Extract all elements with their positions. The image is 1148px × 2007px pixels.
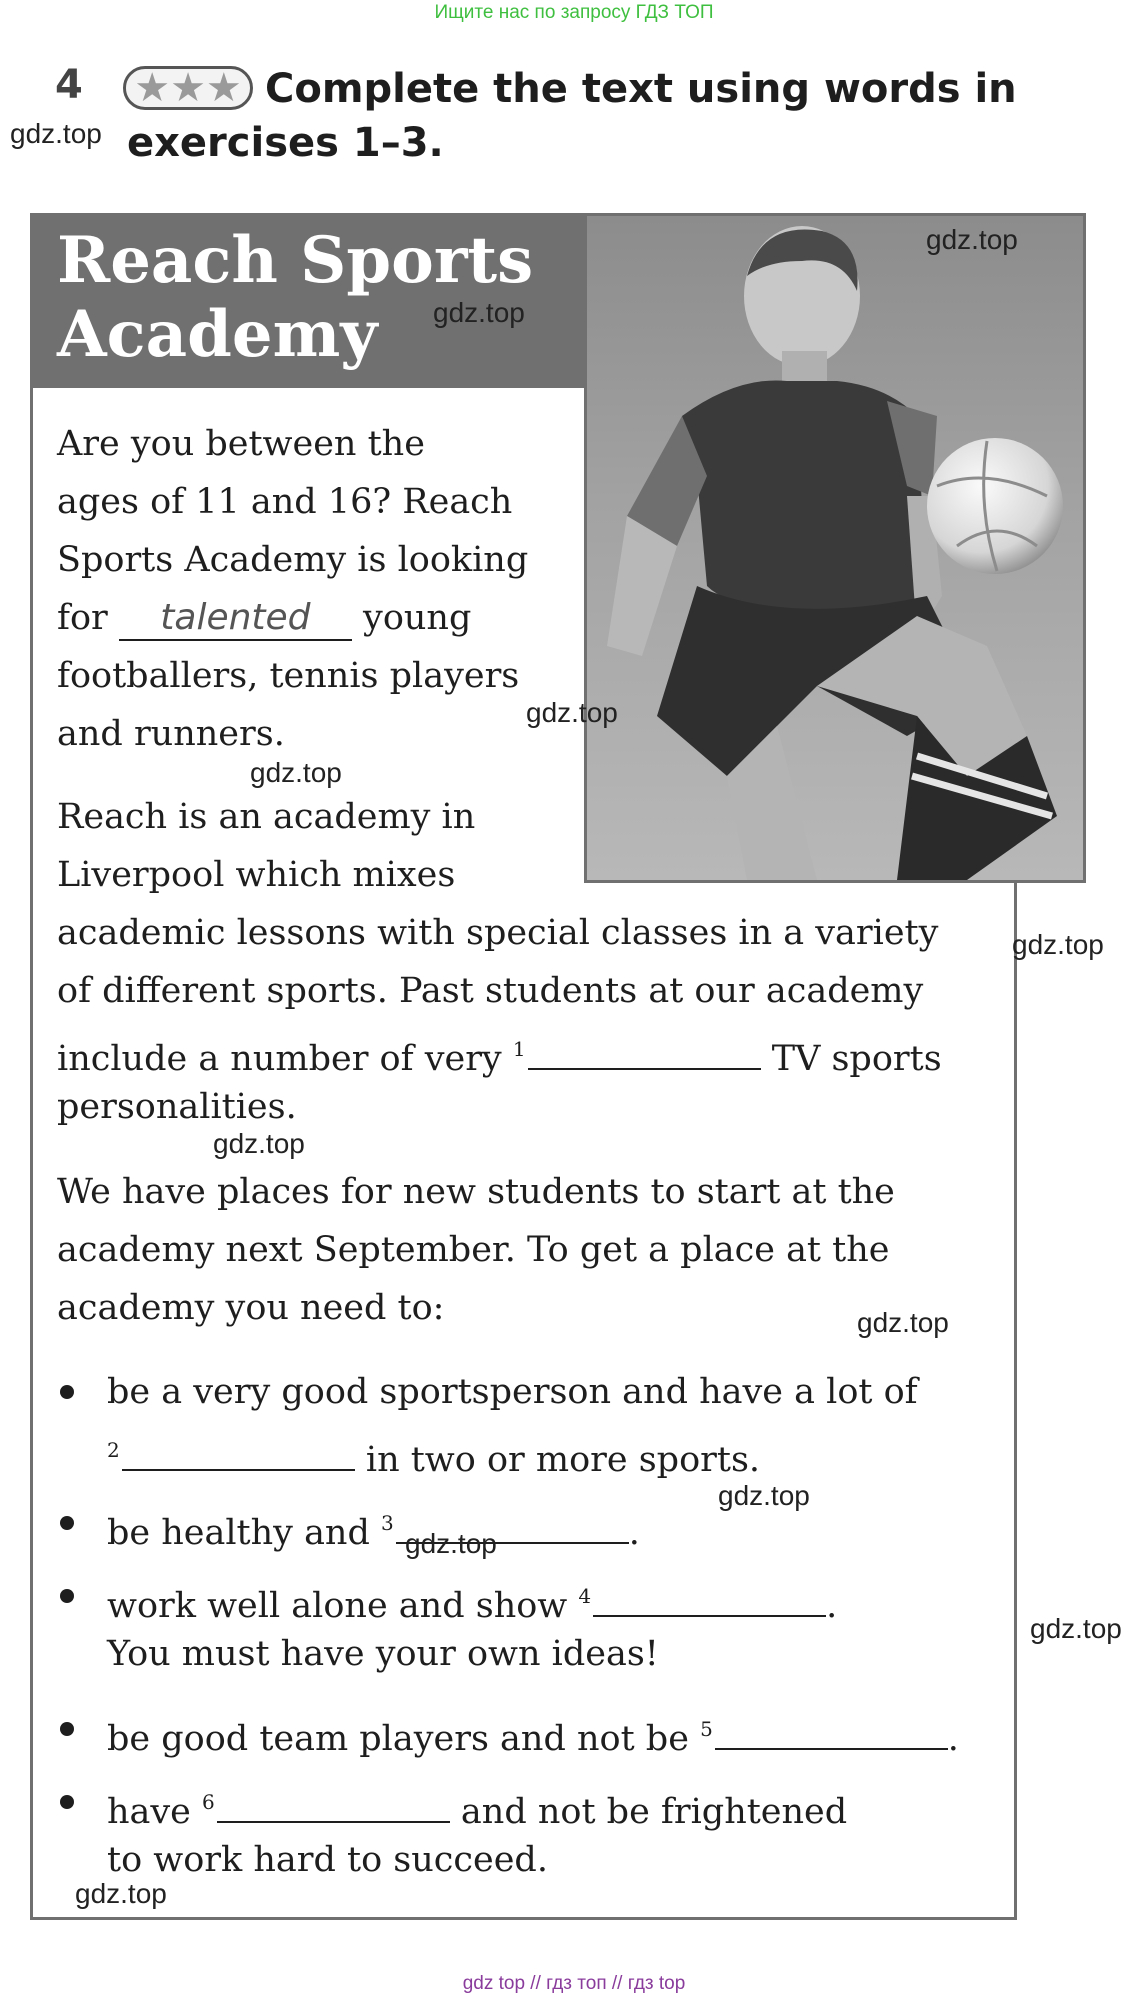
text-fragment: be good team players and not be: [107, 1719, 689, 1759]
watermark: gdz.top: [10, 118, 102, 149]
bullet-text: [107, 1700, 959, 1768]
text-line: footballers, tennis players: [57, 656, 520, 696]
football-icon: [927, 438, 1063, 574]
text-line: ages of 11 and 16? Reach: [57, 482, 513, 522]
bullet-text-continued: [107, 1421, 760, 1489]
watermark: gdz.top: [75, 1878, 167, 1909]
example-answer: talented: [119, 597, 352, 641]
text-line: of different sports. Past students at our academy: [57, 971, 924, 1011]
text-fragment: TV sports: [771, 1039, 942, 1079]
bullet-icon: [60, 1385, 74, 1399]
gap-blank-4[interactable]: [593, 1577, 826, 1617]
title-line-1: Reach Sports: [57, 223, 534, 298]
text-line-with-answer: [57, 589, 471, 647]
bullet-icon: [60, 1795, 74, 1809]
instruction-line-2: exercises 1–3.: [127, 120, 444, 166]
gap-number: 6: [202, 1790, 215, 1814]
gap-number: 4: [578, 1584, 592, 1608]
text-line: academic lessons with special classes in a variety: [57, 913, 939, 953]
watermark: gdz.top: [857, 1307, 949, 1338]
text-fragment: include a number of very: [57, 1039, 502, 1079]
watermark: gdz.top: [718, 1480, 810, 1511]
difficulty-stars-icon: [123, 66, 253, 110]
gap-number: 2: [107, 1438, 120, 1462]
gap-blank-1[interactable]: [528, 1030, 761, 1070]
bullet-text: [107, 1494, 640, 1562]
gap-number: 1: [512, 1037, 526, 1061]
text-fragment: and not be frightened: [460, 1792, 848, 1832]
watermark: gdz.top: [405, 1528, 497, 1559]
text-fragment: for: [57, 598, 108, 638]
site-note: Ищите нас по запросу ГДЗ ТОП: [434, 2, 714, 23]
text-fragment: in two or more sports.: [365, 1440, 761, 1480]
footer-note: gdz top // гдз топ // гдз top: [462, 1973, 686, 1994]
gap-blank-5[interactable]: [715, 1710, 948, 1750]
bullet-icon: [60, 1722, 74, 1736]
text-fragment: be healthy and: [107, 1513, 370, 1553]
text-line: academy next September. To get a place at the: [57, 1230, 890, 1270]
watermark: gdz.top: [433, 297, 525, 328]
text-line: Sports Academy is looking: [57, 540, 529, 580]
footballer-photo: [584, 213, 1086, 883]
gap-number: 5: [700, 1717, 713, 1741]
text-fragment: have: [107, 1792, 191, 1832]
text-fragment: .: [628, 1513, 640, 1553]
watermark: gdz.top: [1030, 1613, 1122, 1644]
gap-blank-2[interactable]: [122, 1431, 355, 1471]
text-line: academy you need to:: [57, 1288, 445, 1328]
instruction-line-1: Complete the text using words in: [265, 66, 1017, 112]
text-line: Reach is an academy in: [57, 797, 476, 837]
footballer-illustration: [587, 216, 1083, 880]
text-fragment: .: [947, 1719, 959, 1759]
watermark: gdz.top: [926, 224, 1018, 255]
watermark: gdz.top: [213, 1128, 305, 1159]
title-line-2: Academy: [57, 297, 378, 372]
exercise-number: 4: [55, 62, 83, 108]
watermark: gdz.top: [250, 757, 342, 788]
watermark: gdz.top: [526, 697, 618, 728]
text-fragment: .: [826, 1586, 838, 1626]
gap-blank-6[interactable]: [217, 1783, 450, 1823]
text-line: personalities.: [57, 1087, 297, 1127]
bullet-text: be a very good sportsperson and have a lot of: [107, 1372, 918, 1412]
difficulty-stars: ★★★: [134, 65, 242, 111]
watermark: gdz.top: [1012, 929, 1104, 960]
bullet-icon: [60, 1589, 74, 1603]
text-fragment: work well alone and show: [107, 1586, 568, 1626]
text-line: Are you between the: [57, 424, 425, 464]
bullet-icon: [60, 1516, 74, 1530]
text-line: and runners.: [57, 714, 285, 754]
bullet-text-continued: You must have your own ideas!: [107, 1634, 659, 1674]
text-line: Liverpool which mixes: [57, 855, 456, 895]
gap-number: 3: [381, 1511, 394, 1535]
text-line: We have places for new students to start at the: [57, 1172, 895, 1212]
bullet-text-continued: to work hard to succeed.: [107, 1840, 548, 1880]
text-fragment: young: [363, 598, 472, 638]
